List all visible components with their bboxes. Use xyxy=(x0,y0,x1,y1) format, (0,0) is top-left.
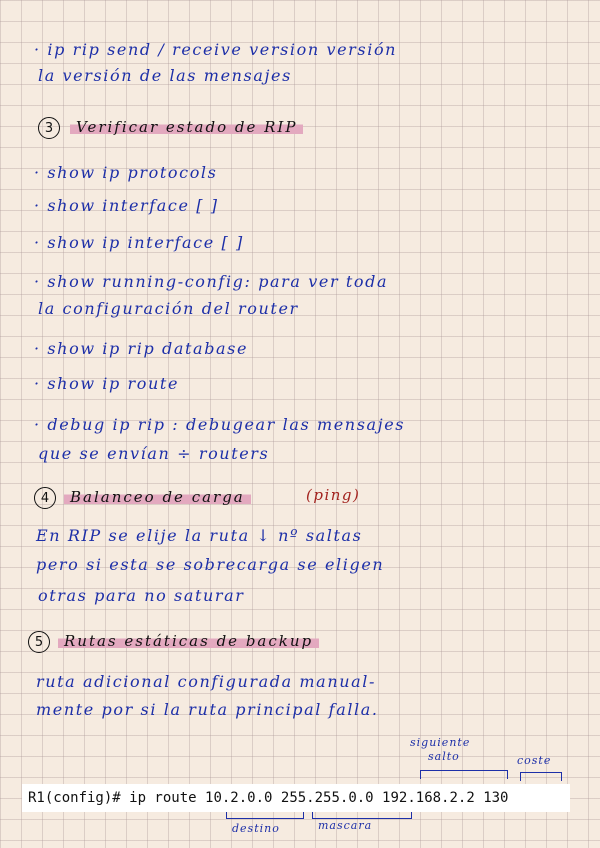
note-line: · show ip rip database xyxy=(34,339,249,358)
bracket-destino xyxy=(226,812,304,819)
section-heading: Rutas estáticas de backup xyxy=(58,632,319,650)
note-line: la versión de las mensajes xyxy=(38,66,292,85)
section-heading: Verificar estado de RIP xyxy=(70,118,303,136)
bracket-cost xyxy=(520,772,562,781)
command-prompt: R1(config)# ip route xyxy=(28,790,197,806)
note-line: mente por si la ruta principal falla. xyxy=(36,700,379,719)
bracket-next-hop xyxy=(420,770,508,779)
note-line: que se envían ÷ routers xyxy=(38,444,270,463)
annotation-salto: salto xyxy=(428,750,460,763)
note-line: · show interface [ ] xyxy=(34,196,219,215)
note-line: otras para no saturar xyxy=(38,586,245,605)
command-mask: 255.255.0.0 xyxy=(280,790,374,806)
note-line: · show ip interface [ ] xyxy=(34,233,244,252)
command-next-hop: 192.168.2.2 xyxy=(382,790,475,806)
note-line: pero si esta se sobrecarga se eligen xyxy=(36,555,385,574)
annotation-mascara: mascara xyxy=(318,819,373,832)
note-line: En RIP se elije la ruta ↓ nº saltas xyxy=(36,526,363,545)
note-line: · show running-config: para ver toda xyxy=(34,272,389,291)
note-line: ruta adicional configurada manual- xyxy=(36,672,376,691)
command-destination: 10.2.0.0 xyxy=(205,790,273,806)
note-line: · ip rip send / receive version versión xyxy=(34,40,398,59)
note-line: · show ip route xyxy=(34,374,180,393)
section-number: 3 xyxy=(38,117,60,139)
note-line: · debug ip rip : debugear las mensajes xyxy=(34,415,406,434)
note-line: la configuración del router xyxy=(38,299,299,318)
annotation-siguiente: siguiente xyxy=(410,736,471,749)
bracket-mascara xyxy=(312,812,412,819)
section-number: 4 xyxy=(34,487,56,509)
annotation-destino: destino xyxy=(232,822,280,835)
note-line: · show ip protocols xyxy=(34,163,218,182)
section-number: 5 xyxy=(28,631,50,653)
annotation-coste: coste xyxy=(517,754,552,767)
command-cost: 130 xyxy=(483,790,509,806)
section-heading: Balanceo de carga xyxy=(64,488,251,506)
command-line xyxy=(22,784,570,812)
section-note: (ping) xyxy=(306,486,361,504)
